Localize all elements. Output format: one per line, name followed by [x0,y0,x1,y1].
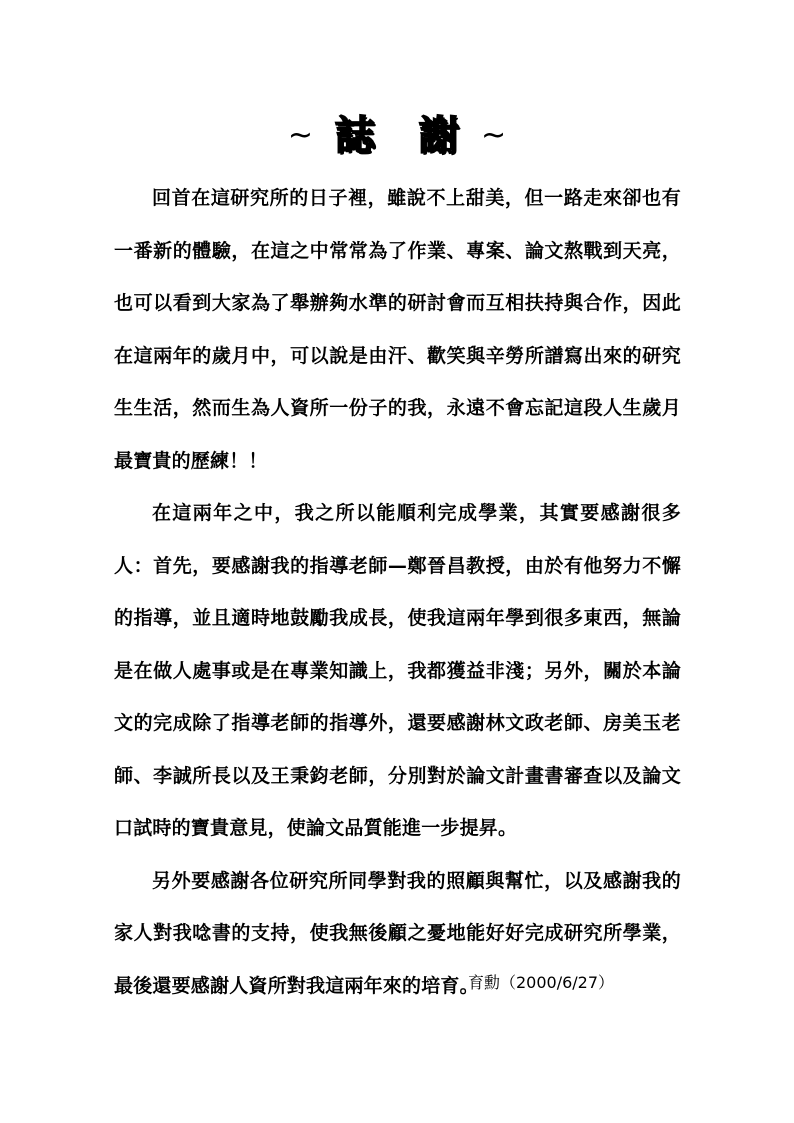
title-char-2: 謝 [419,113,459,159]
paragraph-3: 另外要感謝各位研究所同學對我的照顧與幫忙，以及感謝我的家人對我唸書的支持，使我無後顧之憂地能好好完成研究所學業，最後還要感謝人資所對我這兩年來的培育。 [114,869,681,997]
title-left-tilde: ~ [287,118,313,153]
title-char-1: 誌 [335,113,375,159]
page-title [0,108,794,162]
author-signature: 育勳（2000/6/27） [468,973,615,992]
paragraph-1: 回首在這研究所的日子裡，雖說不上甜美，但一路走來卻也有一番新的體驗，在這之中常常為了作業、專案、論文熬戰到天亮，也可以看到大家為了舉辦夠水準的研討會而互相扶持與合作，因此在這兩年的歲月中，可以說是由汗、歡笑與辛勞所譜寫出來的研究生生活，然而生為人資所一份子的我，永遠不會忘記這段人生歲月最寶貴的歷練！！ [114,187,681,472]
acknowledgement-body [114,172,681,1012]
title-right-tilde: ~ [481,118,507,153]
paragraph-2: 在這兩年之中，我之所以能順利完成學業，其實要感謝很多人：首先，要感謝我的指導老師—鄭晉昌教授，由於有他努力不懈的指導，並且適時地鼓勵我成長，使我這兩年學到很多東西，無論是在做人處事或是在專業知識上，我都獲益非淺；另外，關於本論文的完成除了指導老師的指導外，還要感謝林文政老師、房美玉老師、李誠所長以及王秉鈞老師，分別對於論文計畫書審查以及論文口試時的寶貴意見，使論文品質能進一步提昇。 [114,502,681,839]
